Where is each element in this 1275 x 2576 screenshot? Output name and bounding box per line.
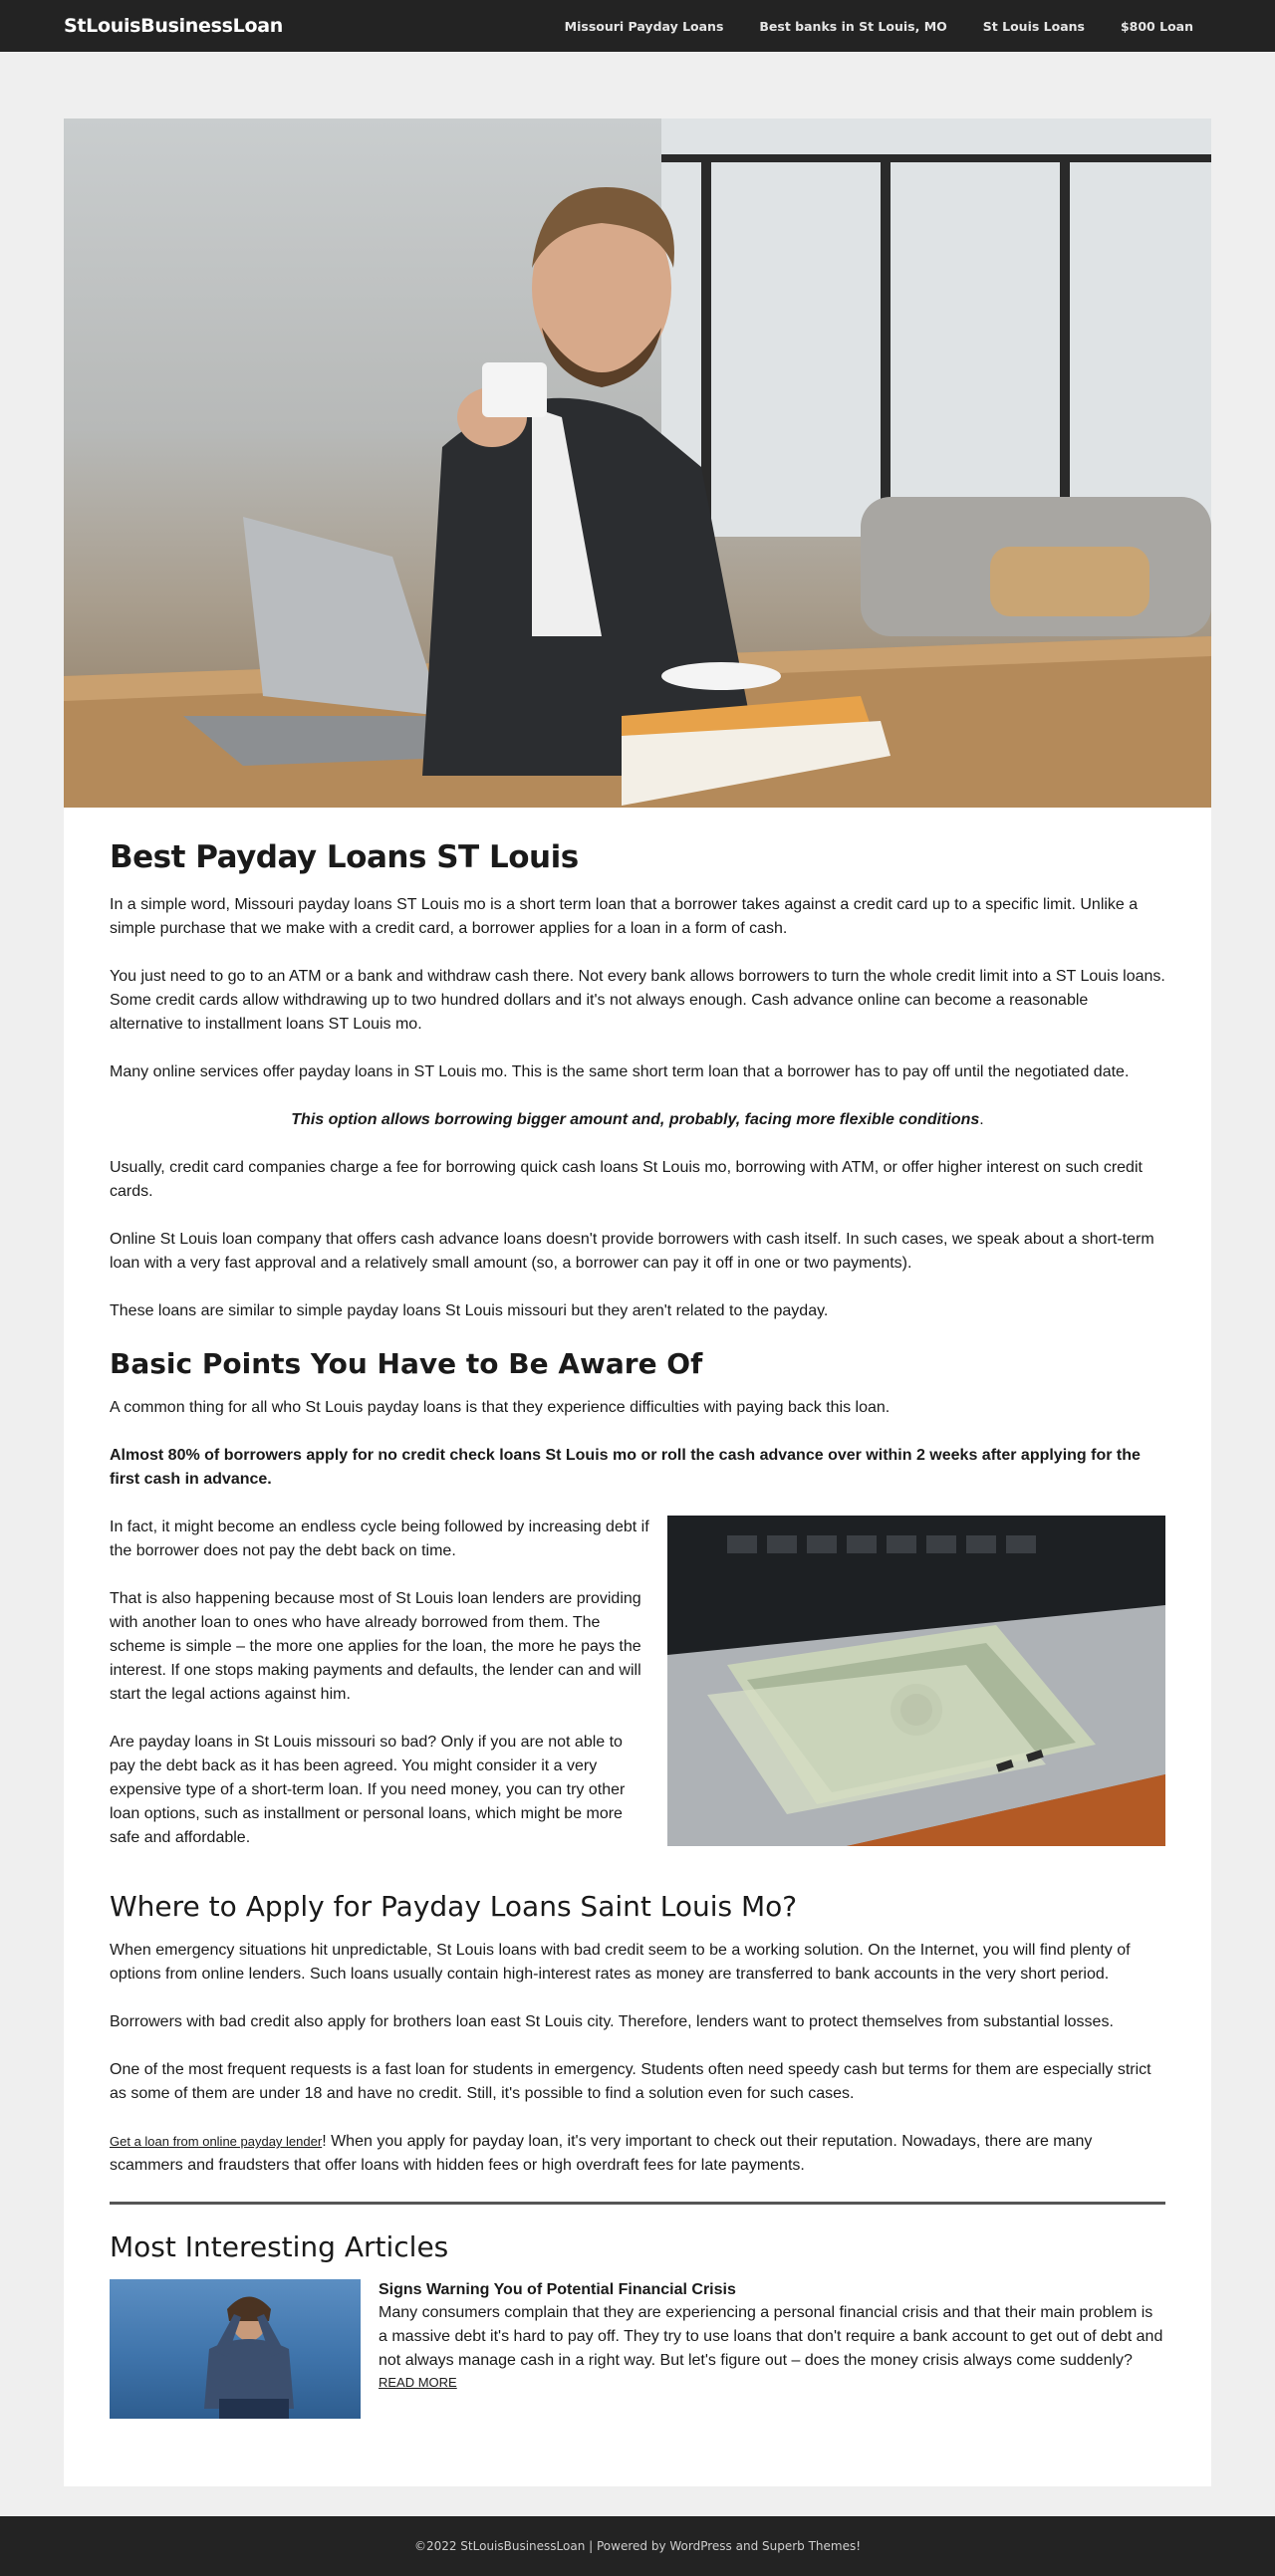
section-heading-basic-points: Basic Points You Have to Be Aware Of [110,1347,703,1380]
paragraph-with-link [110,2130,1165,2178]
paragraph: A common thing for all who St Louis payday loans is that they experience difficulties with paying back this loan. [110,1399,891,1416]
paragraph: These loans are similar to simple payday loans St Louis missouri but they aren't related to the payday. [110,1302,829,1319]
hero-image [64,118,1211,808]
article-body [110,820,1165,2419]
link-after-text: ! When you apply for payday loan, it's very important to check out their reputation. Nowadays, there are many scammers and fraudsters that offer loans with hidden fees or high overdraft fees for late payments. [110,2133,1093,2174]
main-nav [565,19,1193,34]
section-with-image [110,1516,1165,1874]
paragraph: When emergency situations hit unpredictable, St Louis loans with bad credit seem to be a working solution. On the Internet, you will find plenty of options from online lenders. Such loans usually contain high-interest rates as money are transferred to bank accounts in the very short period. [110,1942,1131,1983]
bold-statement: Almost 80% of borrowers apply for no credit check loans St Louis mo or roll the cash advance over within 2 weeks after applying for the first cash in advance. [110,1447,1141,1488]
nav-missouri-payday-loans[interactable]: Missouri Payday Loans [564,18,724,34]
highlight-text: This option allows borrowing bigger amount and, probably, facing more flexible conditions [291,1111,980,1128]
nav-st-louis-loans[interactable]: St Louis Loans [982,18,1085,34]
nav-best-banks[interactable]: Best banks in St Louis, MO [759,18,947,34]
paragraph: Are payday loans in St Louis missouri so bad? Only if you are not able to pay the debt back as it has been agreed. You might consider it a very expensive type of a short-term loan. If you need money, you can try other loan options, such as installment or personal loans, which might be more safe and affordable. [110,1734,626,1846]
hero-illustration [64,118,1211,808]
related-article [110,2279,1165,2419]
payday-lender-link[interactable]: Get a loan from online payday lender [110,2134,323,2149]
money-illustration [667,1516,1165,1846]
money-laptop-image [667,1516,1165,1846]
paragraph: In a simple word, Missouri payday loans ST Louis mo is a short term loan that a borrower takes against a credit card up to a specific limit. Unlike a simple purchase that we make with a credit card, a borrower applies for a loan in a form of cash. [110,896,1139,937]
read-more-link[interactable]: READ MORE [379,2375,457,2390]
paragraph: You just need to go to an ATM or a bank and withdraw cash there. Not every bank allows borrowers to turn the whole credit limit into a ST Louis loans. Some credit cards allow withdrawing up to two hundred dollars and it's not always enough. Cash advance online can become a reasonable alternative to installment loans ST Louis mo. [110,968,1165,1033]
nav-800-loan[interactable]: $800 Loan [1120,18,1193,34]
paragraph: That is also happening because most of St Louis loan lenders are providing with another loan to ones who have already borrowed from them. The scheme is simple – the more one applies for the loan, the more he pays the interest. If one stops making payments and defaults, the lender can and will start the legal actions against him. [110,1590,641,1703]
related-article-thumbnail[interactable] [110,2279,361,2419]
paragraph: Many online services offer payday loans in ST Louis mo. This is the same short term loan that a borrower has to pay off until the negotiated date. [110,1063,1130,1080]
site-header [0,0,1275,52]
paragraph: Borrowers with bad credit also apply for brothers loan east St Louis city. Therefore, lenders want to protect themselves from substantial losses. [110,2013,1114,2030]
paragraph: Online St Louis loan company that offers cash advance loans doesn't provide borrowers with cash itself. In such cases, we speak about a short-term loan with a very fast approval and a relatively small amount (so, a borrower can pay it off in one or two payments). [110,1231,1154,1272]
footer-text: ©2022 StLouisBusinessLoan | Powered by WordPress and Superb Themes! [413,2539,862,2553]
paragraph: Usually, credit card companies charge a fee for borrowing quick cash loans St Louis mo, borrowing with ATM, or offer higher interest on such credit cards. [110,1159,1143,1200]
related-heading: Most Interesting Articles [110,2230,449,2263]
paragraph: One of the most frequent requests is a fast loan for students in emergency. Students often need speedy cash but terms for them are especially strict as some of them are under 18 and have no credit. Still, it's possible to find a solution even for such cases. [110,2061,1151,2102]
paragraph: In fact, it might become an endless cycle being followed by increasing debt if the borrower does not pay the debt back on time. [110,1519,649,1559]
section-heading-where-to-apply: Where to Apply for Payday Loans Saint Louis Mo? [110,1890,798,1923]
page-title: Best Payday Loans ST Louis [110,839,579,875]
section-divider [110,2202,1165,2205]
highlight-quote [110,1108,1165,1132]
site-logo[interactable]: StLouisBusinessLoan [64,15,283,37]
stressed-man-illustration [110,2279,361,2419]
content-card [64,118,1211,2486]
related-article-title[interactable]: Signs Warning You of Potential Financial Crisis [379,2281,736,2298]
highlight-end: . [979,1111,984,1128]
site-footer [0,2516,1275,2576]
related-article-body [379,2279,1165,2419]
related-article-excerpt: Many consumers complain that they are experiencing a personal financial crisis and that their main problem is a massive debt it's hard to pay off. They try to use loans that don't require a bank account to get out of debt and not always manage cash in a right way. But let's figure out – does the money crisis always come suddenly? [379,2304,1163,2369]
